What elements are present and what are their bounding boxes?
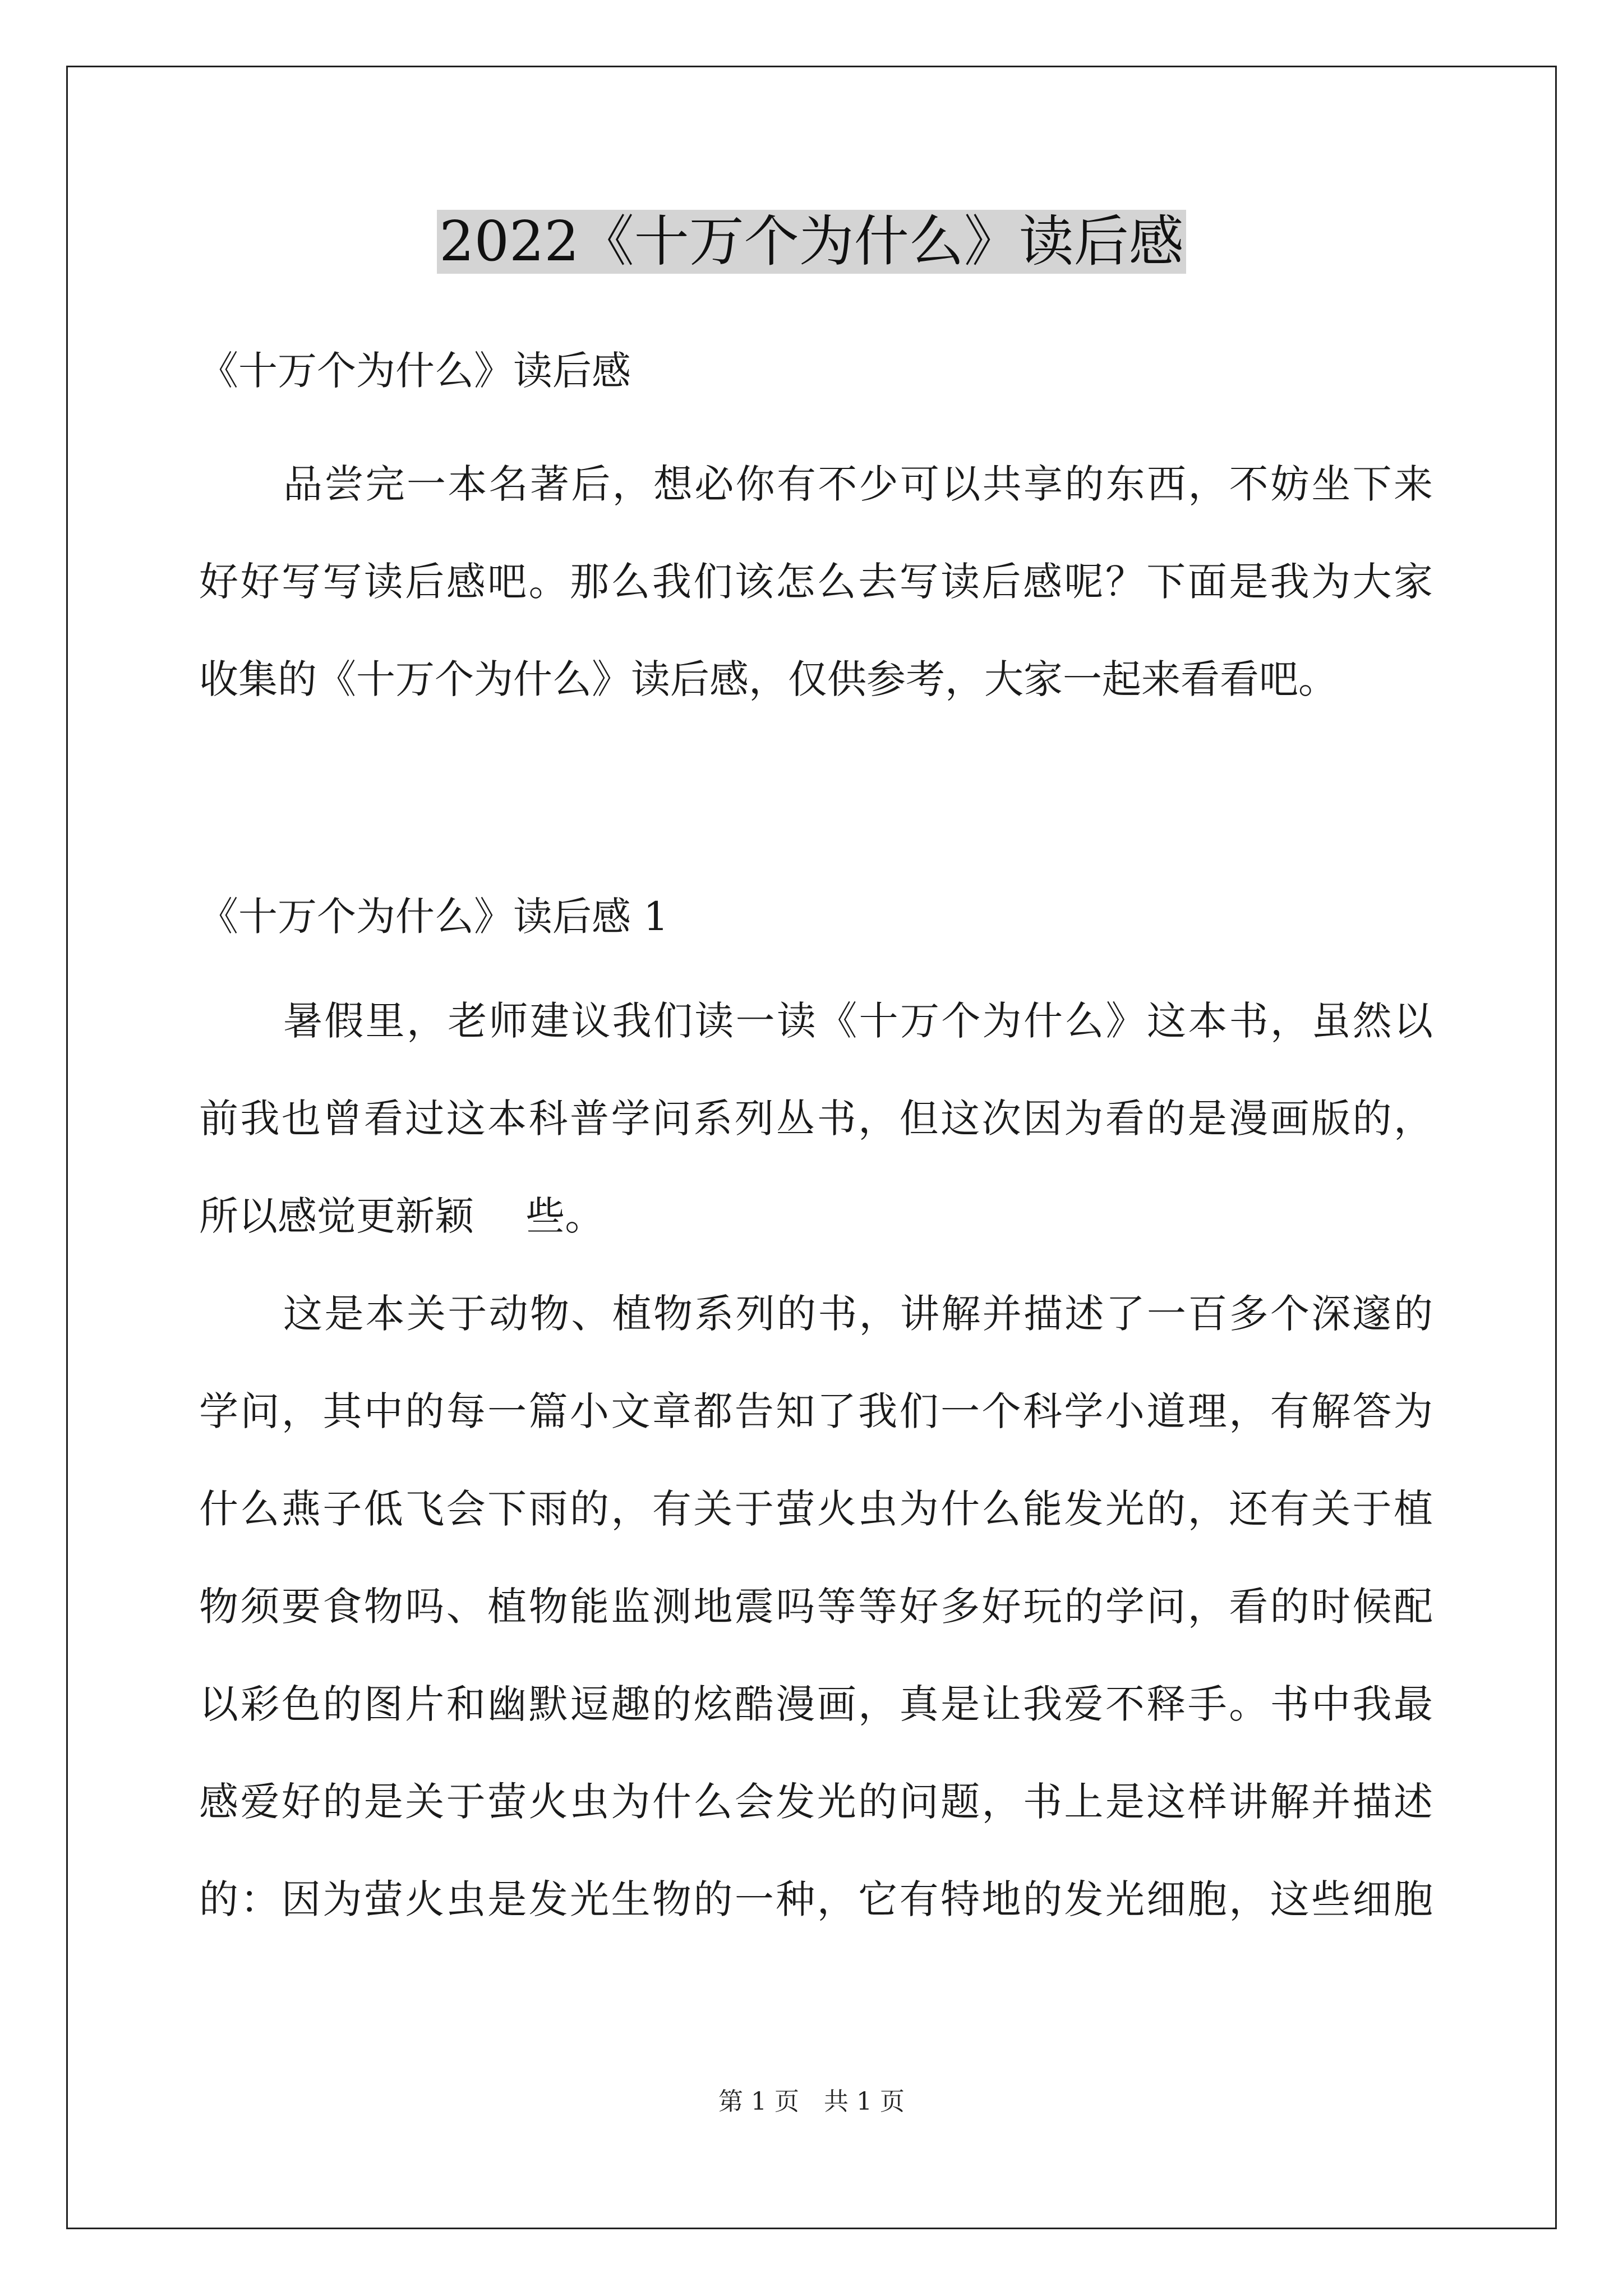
paragraph-line: 学问，其中的每一篇小文章都告知了我们一个科学小道理，有解答为 <box>199 1388 1433 1434</box>
page-footer: 第 1 页 共 1 页 <box>718 2087 905 2116</box>
section-heading: 《十万个为什么》读后感 1 <box>199 894 668 940</box>
paragraph-line: 什么燕子低飞会下雨的，有关于萤火虫为什么能发光的，还有关于植 <box>199 1486 1433 1532</box>
intro-line: 好好写写读后感吧。那么我们该怎么去写读后感呢？下面是我为大家 <box>199 559 1433 605</box>
paragraph-line: 的：因为萤火虫是发光生物的一种，它有特地的发光细胞，这些细胞 <box>199 1876 1433 1922</box>
document-subtitle: 《十万个为什么》读后感 <box>199 348 631 394</box>
intro-line: 品尝完一本名著后，想必你有不少可以共享的东西，不妨坐下来 <box>283 461 1433 507</box>
document-title <box>0 205 1623 278</box>
intro-line: 收集的《十万个为什么》读后感，仅供参考，大家一起来看看吧。 <box>199 656 1338 702</box>
document-title-text: 2022《十万个为什么》读后感 <box>437 210 1186 274</box>
paragraph-line: 这是本关于动物、植物系列的书，讲解并描述了一百多个深邃的 <box>283 1291 1433 1337</box>
paragraph-line: 所以感觉更新颖 些。 <box>199 1193 605 1239</box>
paragraph-line: 暑假里，老师建议我们读一读《十万个为什么》这本书，虽然以 <box>283 998 1433 1044</box>
paragraph-line: 物须要食物吗、植物能监测地震吗等等好多好玩的学问，看的时候配 <box>199 1584 1433 1630</box>
paragraph-line: 前我也曾看过这本科普学问系列丛书，但这次因为看的是漫画版的， <box>199 1096 1433 1142</box>
paragraph-line: 感爱好的是关于萤火虫为什么会发光的问题，书上是这样讲解并描述 <box>199 1779 1433 1825</box>
paragraph-line: 以彩色的图片和幽默逗趣的炫酷漫画，真是让我爱不释手。书中我最 <box>199 1681 1433 1727</box>
